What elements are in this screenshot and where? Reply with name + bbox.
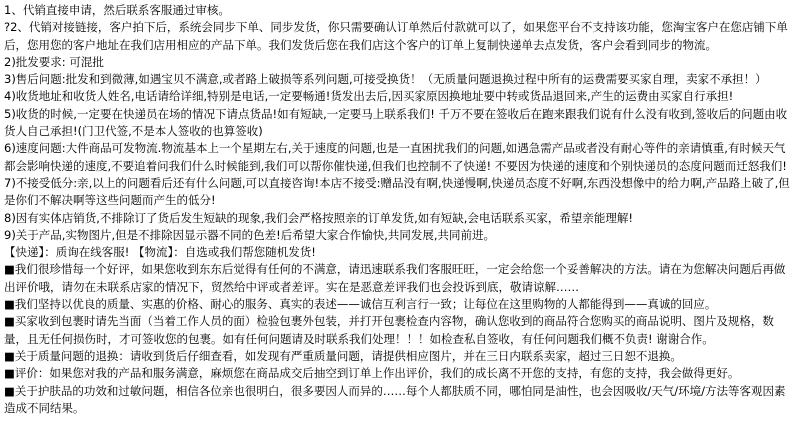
text-line-8: 7)不接受低分:亲,以上的问题看后还有什么问题,可以直接咨询!本店不接受:赠品没有啊,快递慢啊,快递员态度不好啊,东西没想像中的给力啊,产品路上破了,但是你们不解决啊等这些问题而产生的低分!	[4, 175, 790, 208]
text-line-13: ■我们坚持以优良的质量、实惠的价格、耐心的服务、真实的表述——诚信互利言行一致；让每位在这里购物的人都能得到——真诚的回应。	[4, 297, 717, 312]
text-line-16: ■评价：如果您对我的产品和服务满意，麻烦您在商品成交后抽空到订单上作出评价，我们的成长离不开您的支持，有您的支持，我会做得更好。	[4, 366, 740, 381]
text-line-10: 9)关于产品,实物图片,但是不排除因显示器不同的色差!后希望大家合作愉快,共同发展,共同前进。	[4, 227, 496, 242]
text-line-12: ■我们很珍惜每一个好评，如果您收到东东后觉得有任何的不满意，请迅速联系我们客服旺旺，一定会给您一个妥善解决的方法。请在为您解决问题后再做出评价哦，请勿在未联系店家的情况下，贸然给中评或者差评。实在是恶意差评我们也会投诉到底，敬请谅解……	[4, 262, 786, 294]
text-line-1: 1、代销直接申请，然后联系客服通过审核。	[4, 3, 230, 17]
text-line-17: ■关于护肤品的功效和过敏问题，相信各位亲也很明白，很多要因人而异的……每个人都肤质不同，哪怕同是油性，也会因吸收/天气/环境/方法等客观因素造成不同结果。	[4, 383, 786, 415]
text-line-6: 5)收货的时候,一定要在快递员在场的情况下请点货品!如有短缺,一定要马上联系我们! 千万不要在签收后在跑来跟我们说有什么没有收到,签收后的问题由收货人自己承担!(门卫代签,不是本人签收的也算签收)	[4, 106, 788, 139]
text-line-3: 2)批发要求: 可混批	[4, 54, 104, 69]
text-line-15: ■关于质量问题的退换：请收到货后仔细查看，如发现有严重质量问题，请提供相应图片，并在三日内联系卖家，超过三日恕不退换。	[4, 348, 682, 363]
text-line-14: ■买家收到包裹时请先当面（当着工作人员的面）检验包裹外包装，并打开包裹检查内容物，确认您收到的商品符合您购买的商品说明、图片及规格，数量，且无任何损伤时，才可签收您的包裹。如有任何问题请及时联系我们处理！！！如检查私自签收，有任何问题我们概不负责! 谢谢合作。	[4, 314, 774, 346]
text-line-7: 6)速度问题:大件商品可发物流.物流基本上一个星期左右,关于速度的问题,也是一直困扰我们的问题,如遇急需产品或者没有耐心等件的亲请慎重,有时候天气都会影响快递的速度,不要追着问我们什么时候能到,我们可以帮你催快递,但我们也控制不了快递! 不要因为快递的速度和个别快递员的态度问题而迁怒我们!	[4, 141, 787, 173]
text-line-4: 3)售后问题:批发和到微薄,如遇宝贝不满意,或者路上破损等系列问题,可接受换货！（无质量问题退换过程中所有的运费需要买家自理，卖家不承担！）	[4, 72, 767, 87]
text-line-9: 8)因有实体店销货,不排除订了货后发生短缺的现象,我们会严格按照亲的订单发货,如有短缺,会电话联系买家，希望亲能理解!	[4, 210, 634, 225]
text-line-2: ?2、代销对接链接，客户拍下后，系统会同步下单、同步发货，你只需要确认订单然后付款就可以了，如果您平台不支持该功能，您淘宝客户在您店铺下单后，您用您的客户地址在我们店用相应的产品下单。我们发货后您在我们店这个客户的订单上复制快递单去点发货，客户会看到同步的物流。	[4, 20, 788, 52]
text-line-11: 【快递】：质询在线客服! 【物流】：自选或我们帮您随机发货!	[4, 245, 316, 260]
text-line-5: 4)收货地址和收货人姓名,电话请给详细,特别是电话,一定要畅通!货发出去后,因买家原因换地址要中转或货品退回来,产生的运费由买家自行承担!	[4, 89, 734, 104]
